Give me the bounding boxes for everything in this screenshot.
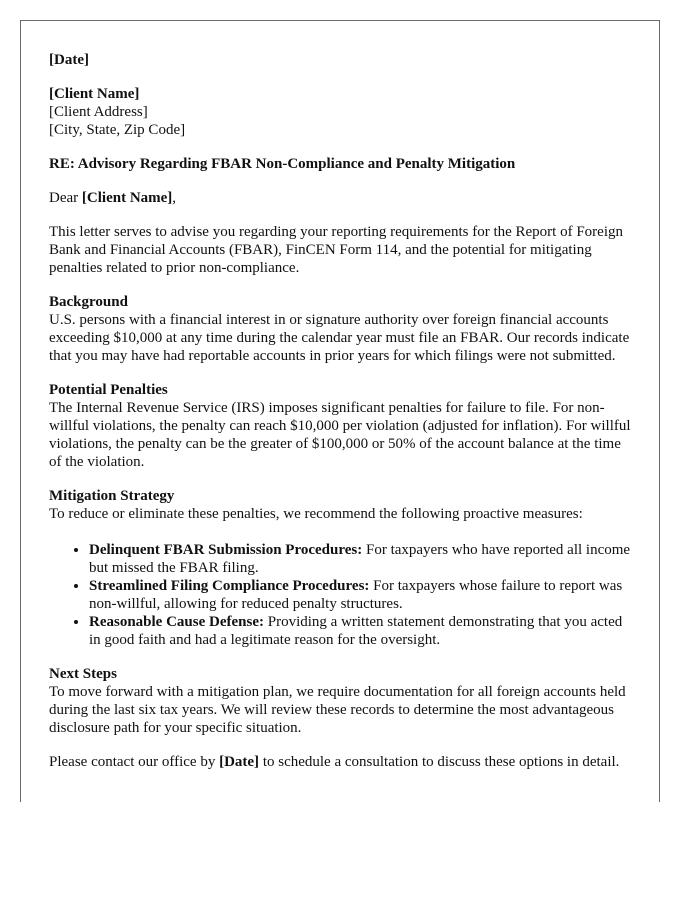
list-item	[89, 541, 635, 577]
list-item-label: Reasonable Cause Defense:	[89, 614, 264, 630]
list-item-text: For taxpayers whose failure to report was non-willful, allowing for reduced penalty structures.	[89, 578, 623, 612]
closing-date: [Date]	[219, 754, 260, 770]
background-heading: Background	[49, 294, 128, 310]
letter-date: [Date]	[49, 52, 89, 68]
client-name: [Client Name]	[49, 86, 140, 102]
salutation-suffix: ,	[172, 190, 177, 206]
mitigation-list	[49, 541, 635, 649]
letter-page	[20, 20, 660, 802]
closing-paragraph	[49, 753, 635, 771]
salutation	[49, 189, 635, 207]
penalties-text: The Internal Revenue Service (IRS) imposes significant penalties for failure to file. For non-willful violations, the penalty can reach $10,000 per violation (adjusted for inflation). For willful violations, the penalty can be the greater of $100,000 or 50% of the account balance at the time of the violation.	[49, 400, 631, 470]
client-address: [Client Address]	[49, 104, 148, 120]
list-item-text: For taxpayers who have reported all income but missed the FBAR filing.	[89, 542, 631, 576]
salutation-prefix: Dear	[49, 190, 82, 206]
closing-prefix: Please contact our office by	[49, 754, 220, 770]
background-section	[49, 293, 635, 365]
background-text: U.S. persons with a financial interest in or signature authority over foreign financial accounts exceeding $10,000 at any time during the calendar year must file an FBAR. Our records indicate that you may have had reportable accounts in prior years for which filings were not submitted.	[49, 312, 630, 364]
client-city-state-zip: [City, State, Zip Code]	[49, 122, 186, 138]
list-item-label: Streamlined Filing Compliance Procedures:	[89, 578, 370, 594]
list-item-text: Providing a written statement demonstrating that you acted in good faith and had a legitimate reason for the oversight.	[89, 614, 623, 648]
list-item-label: Delinquent FBAR Submission Procedures:	[89, 542, 363, 558]
mitigation-section	[49, 487, 635, 649]
mitigation-text: To reduce or eliminate these penalties, we recommend the following proactive measures:	[49, 506, 583, 522]
list-item	[89, 577, 635, 613]
salutation-name: [Client Name]	[81, 190, 173, 206]
client-address-block	[49, 85, 635, 139]
list-item	[89, 613, 635, 649]
penalties-section	[49, 381, 635, 471]
intro-paragraph: This letter serves to advise you regarding your reporting requirements for the Report of Foreign Bank and Financial Accounts (FBAR), FinCEN Form 114, and the potential for mitigating penalties related to prior non-compliance.	[49, 224, 624, 276]
letter-subject: RE: Advisory Regarding FBAR Non-Compliance and Penalty Mitigation	[49, 156, 516, 172]
next-steps-heading: Next Steps	[49, 666, 117, 682]
penalties-heading: Potential Penalties	[49, 382, 168, 398]
next-steps-text: To move forward with a mitigation plan, we require documentation for all foreign accounts held during the last six tax years. We will review these records to determine the most advantageous disclosure path for your specific situation.	[49, 684, 626, 736]
next-steps-section	[49, 665, 635, 737]
closing-suffix: to schedule a consultation to discuss these options in detail.	[259, 754, 620, 770]
mitigation-heading: Mitigation Strategy	[49, 488, 175, 504]
